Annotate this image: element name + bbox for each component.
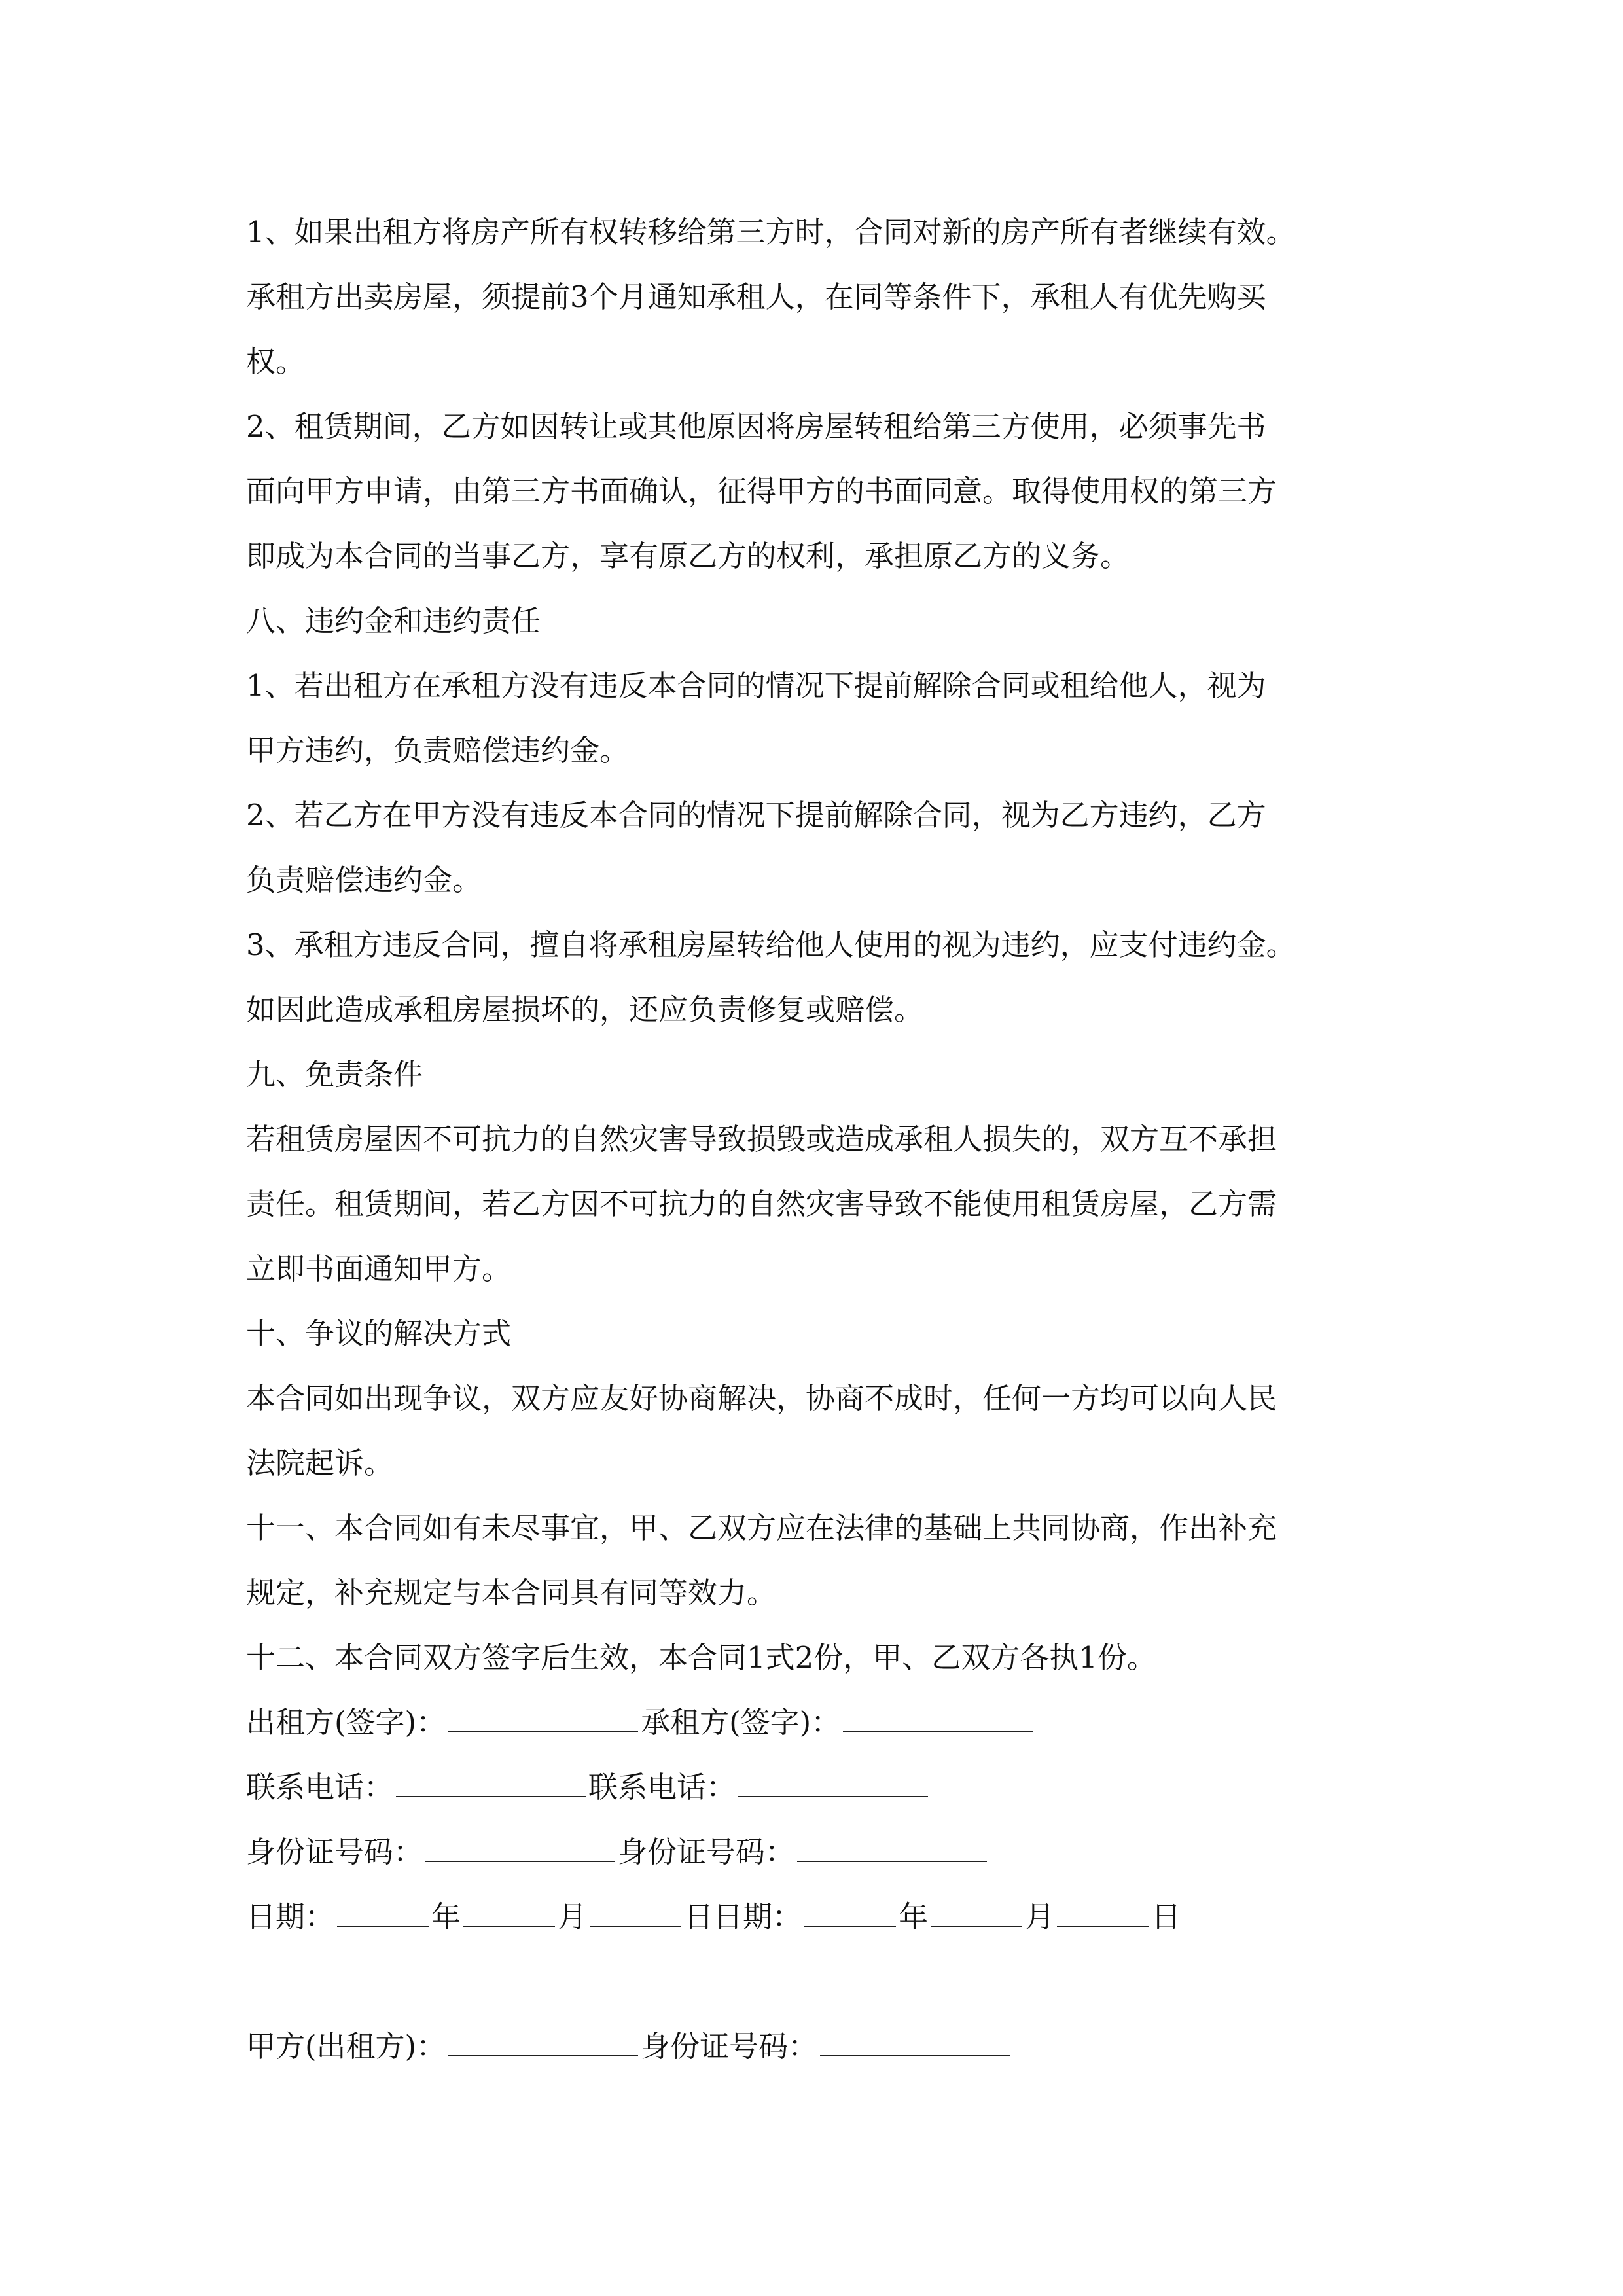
text-line: 若租赁房屋因不可抗力的自然灾害导致损毁或造成承租人损失的，双方互不承担 xyxy=(246,1122,1277,1157)
party-a-row xyxy=(246,2014,1411,2079)
party-a-id-field[interactable] xyxy=(820,2030,1010,2056)
date-label: 日期： xyxy=(246,1899,335,1934)
phone-label: 联系电话： xyxy=(588,1770,736,1804)
lessee-sign-field[interactable] xyxy=(843,1706,1033,1732)
lessor-sign-field[interactable] xyxy=(448,1706,638,1732)
month-field[interactable] xyxy=(463,1901,555,1927)
month-field[interactable] xyxy=(931,1901,1022,1927)
month-label: 月 xyxy=(558,1899,588,1934)
party-a-label: 甲方(出租方)： xyxy=(246,2029,446,2064)
lessee-sign-label: 承租方(签字)： xyxy=(641,1705,841,1740)
month-label: 月 xyxy=(1025,1899,1055,1934)
contract-body xyxy=(246,200,1411,2079)
party-a-field[interactable] xyxy=(448,2030,638,2056)
section-heading: 八、违约金和违约责任 xyxy=(246,603,541,638)
lessor-sign-label: 出租方(签字)： xyxy=(246,1705,446,1740)
text-line: 规定，补充规定与本合同具有同等效力。 xyxy=(246,1575,777,1610)
year-field[interactable] xyxy=(804,1901,896,1927)
text-line: 十一、本合同如有未尽事宜，甲、乙双方应在法律的基础上共同协商，作出补充 xyxy=(246,1511,1277,1545)
section-heading: 九、免责条件 xyxy=(246,1057,423,1092)
text-line: 十二、本合同双方签字后生效，本合同1式2份，甲、乙双方各执1份。 xyxy=(246,1640,1156,1675)
spacer xyxy=(246,1949,1411,2014)
text-line: 本合同如出现争议，双方应友好协商解决，协商不成时，任何一方均可以向人民 xyxy=(246,1381,1277,1416)
lessor-phone-field[interactable] xyxy=(396,1771,586,1797)
text-line: 立即书面通知甲方。 xyxy=(246,1251,512,1286)
text-line: 即成为本合同的当事乙方，享有原乙方的权利，承担原乙方的义务。 xyxy=(246,539,1130,573)
text-line: 1、如果出租方将房产所有权转移给第三方时，合同对新的房产所有者继续有效。 xyxy=(246,215,1296,249)
date-row xyxy=(246,1884,1411,1949)
text-line: 承租方出卖房屋，须提前3个月通知承租人，在同等条件下，承租人有优先购买 xyxy=(246,279,1266,314)
text-line: 责任。租赁期间，若乙方因不可抗力的自然灾害导致不能使用租赁房屋，乙方需 xyxy=(246,1187,1277,1221)
section-heading: 十、争议的解决方式 xyxy=(246,1316,512,1351)
lessee-phone-field[interactable] xyxy=(738,1771,928,1797)
lessor-id-field[interactable] xyxy=(425,1836,615,1862)
text-line: 2、若乙方在甲方没有违反本合同的情况下提前解除合同，视为乙方违约，乙方 xyxy=(246,798,1266,833)
phone-row xyxy=(246,1755,1411,1820)
day-label: 日 xyxy=(1151,1899,1181,1934)
text-line: 如因此造成承租房屋损坏的，还应负责修复或赔偿。 xyxy=(246,992,924,1027)
id-label: 身份证号码： xyxy=(246,1835,423,1869)
text-line: 法院起诉。 xyxy=(246,1446,394,1480)
text-line: 1、若出租方在承租方没有违反本合同的情况下提前解除合同或租给他人，视为 xyxy=(246,668,1266,703)
year-label: 年 xyxy=(431,1899,461,1934)
signature-row xyxy=(246,1690,1411,1755)
text-line: 2、租赁期间，乙方如因转让或其他原因将房屋转租给第三方使用，必须事先书 xyxy=(246,409,1266,444)
text-line: 甲方违约，负责赔偿违约金。 xyxy=(246,733,630,768)
id-label: 身份证号码： xyxy=(618,1835,795,1869)
year-field[interactable] xyxy=(337,1901,429,1927)
phone-label: 联系电话： xyxy=(246,1770,394,1804)
party-a-id-label: 身份证号码： xyxy=(641,2029,818,2064)
id-row xyxy=(246,1820,1411,1884)
lessee-id-field[interactable] xyxy=(797,1836,987,1862)
day-field[interactable] xyxy=(1057,1901,1149,1927)
text-line: 权。 xyxy=(246,344,306,379)
day-field[interactable] xyxy=(590,1901,681,1927)
text-line: 面向甲方申请，由第三方书面确认，征得甲方的书面同意。取得使用权的第三方 xyxy=(246,474,1277,509)
text-line: 负责赔偿违约金。 xyxy=(246,863,482,897)
date-label: 日日期： xyxy=(684,1899,802,1934)
text-line: 3、承租方违反合同，擅自将承租房屋转给他人使用的视为违约，应支付违约金。 xyxy=(246,927,1296,962)
year-label: 年 xyxy=(899,1899,929,1934)
